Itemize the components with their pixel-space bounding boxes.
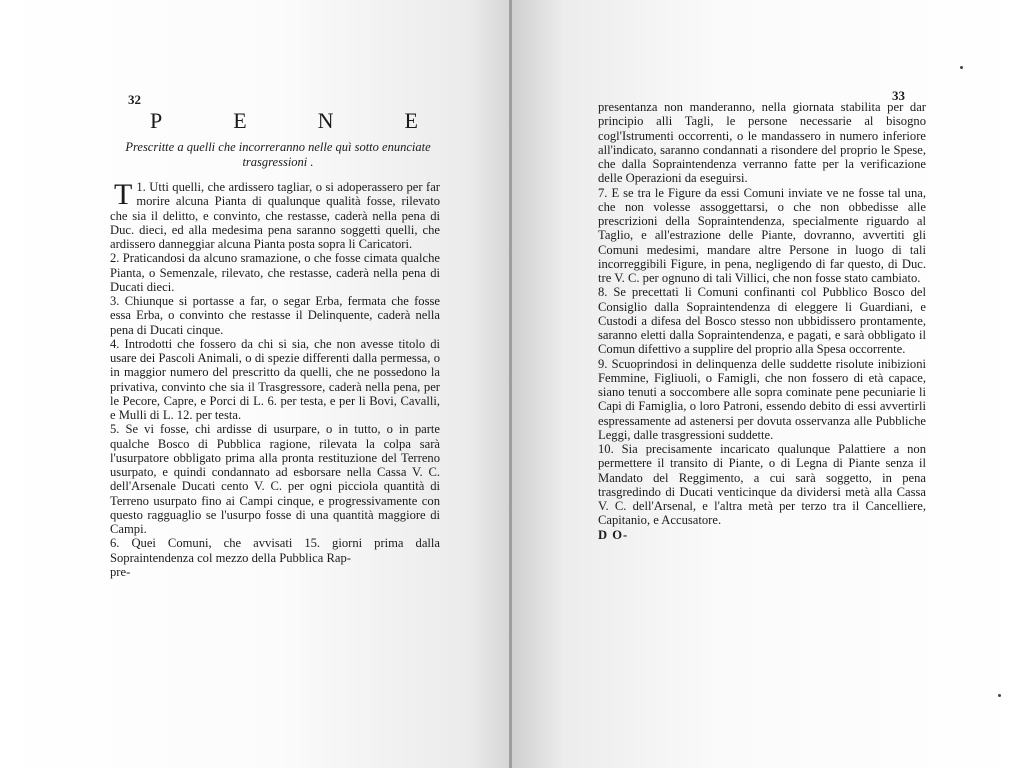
page-subtitle: Prescritte a quelli che incorreranno nelle quì sotto enunciate trasgressioni .: [125, 140, 431, 169]
page-title: [150, 108, 420, 134]
right-page: [512, 0, 1024, 768]
left-page-body: [110, 180, 440, 579]
article-1: [110, 180, 440, 251]
article-4: 4. Introdotti che fossero da chi si sia, che non avesse titolo di usare dei Pascoli Animali, o di spezie differenti dalla permessa, o in maggior numero del prescritto da quelli, che ne possedono la privativa, convinto che sia il Trasgressore, caderà nella pena, per le Pecore, Capre, e Porci di L. 6. per testa, e per li Bovi, Cavalli, e Mulli di L. 12. per testa.: [110, 336, 440, 422]
page-number-left: 32: [128, 92, 141, 107]
article-7: 7. E se tra le Figure da essi Comuni inviate ve ne fosse tal una, che non volesse assoggettarsi, o che non obbedisse alle prescrizioni della Sopraintendenza, specialmente riguardo al Taglio, e all'estrazione delle Piante, dovranno, avvertiti gli Comuni medesimi, mandare altre Persone in luogo di tali incorreggibili Figure, in pena, negligendo di far questo, di Duc. tre V. C. per ognuno di tali Villici, che non fosse stato cambiato.: [598, 185, 926, 285]
catchword: pre-: [110, 564, 131, 579]
paper-speck: [998, 694, 1001, 697]
title-letter: E: [404, 108, 420, 133]
page-number-right: 33: [892, 88, 905, 103]
title-letter: N: [317, 108, 336, 133]
article-9: 9. Scuoprindosi in delinquenza delle suddette risolute inibizioni Femmine, Figliuoli, o Famigli, che non fossero di età capace, siano tenuti a soccombere alle sopra cominate pene pecuniarie li Capi di Famiglia, o loro Patroni, essendo debito di essi avvertirli espressamente ad astenersi per dovuta osservanza alle Pubbliche Leggi, dalle trasgressioni suddette.: [598, 356, 926, 442]
article-6: 6. Quei Comuni, che avvisati 15. giorni prima dalla Sopraintendenza col mezzo della Pubblica Rap-: [110, 536, 440, 565]
article-number: 1.: [136, 180, 146, 194]
right-page-body: [598, 100, 926, 542]
drop-cap: T: [114, 178, 133, 211]
left-page: [0, 0, 510, 768]
article-2: 2. Praticandosi da alcuno sramazione, o che fosse cimata qualche Pianta, o Semenzale, rilevato, che restasse, caderà nella pena di Ducati dieci.: [110, 251, 440, 294]
title-letter: P: [150, 108, 165, 133]
continuation-text: presentanza non manderanno, nella giornata stabilita per dar principio alli Tagli, le persone necessarie al bisogno cogl'Istrumenti occorrenti, o le mandassero in numero inferiore all'indicato, saranno condannati a risondere del proprio le Spese, che dalla Sopraintendenza verranno fatte per la verificazione delle Operazioni da eseguirsi.: [598, 100, 926, 186]
title-letter: E: [233, 108, 249, 133]
article-10: 10. Sia precisamente incaricato qualunque Palattiere a non permettere il transito di Piante, o di Legna di Piante senza il Mandato del Reggimento, a cui sarà soggetto, in pena trasgredindo di Ducati venticinque da dividersi metà alla Cassa V. C. dell'Arsenal, e l'altra metà per terzo tra il Cancelliere, Capitanio, e Accusatore.: [598, 442, 926, 528]
catchword: D O-: [598, 527, 629, 542]
paper-speck: [960, 66, 963, 69]
article-3: 3. Chiunque si portasse a far, o segar Erba, fermata che fosse essa Erba, o convinto che restasse il Delinquente, caderà nella pena di Ducati cinque.: [110, 294, 440, 337]
article-5: 5. Se vi fosse, chi ardisse di usurpare, o in tutto, o in parte qualche Bosco di Pubblica ragione, rilevata la colpa sarà l'usurpatore obbligato prima alla pronta restituzione del Terreno usurpato, e quindi condannato ad esborsare nella Cassa V. C. dell'Arsenale Ducati cento V. C. per ogni picciola quantità di Terreno usurpato fino ai Campi cinque, e progressivamente con questo ragguaglio se l'usurpo fosse di una quantità maggiore di Campi.: [110, 422, 440, 536]
article-8: 8. Se precettati li Comuni confinanti col Pubblico Bosco del Consiglio dalla Sopraintendenza di eleggere li Guardiani, e Custodi a difesa del Bosco stesso non ubbidissero prontamente, saranno eletti dalla Sopraintendenza, e pagati, e sarà obbligato il Comun difettivo a supplire del proprio alla Spesa occorrente.: [598, 285, 926, 357]
article-text: Utti quelli, che ardissero tagliar, o si adoperassero per far morire alcuna Pianta di qualunque qualità fosse, rilevato che sia il delitto, e convinto, che restasse, caderà nella pena di Duc. dieci, ed alla medesima pena saranno soggetti quelli, che ardissero danneggiar alcuna Pianta posta sopra li Caricatori.: [110, 180, 441, 251]
